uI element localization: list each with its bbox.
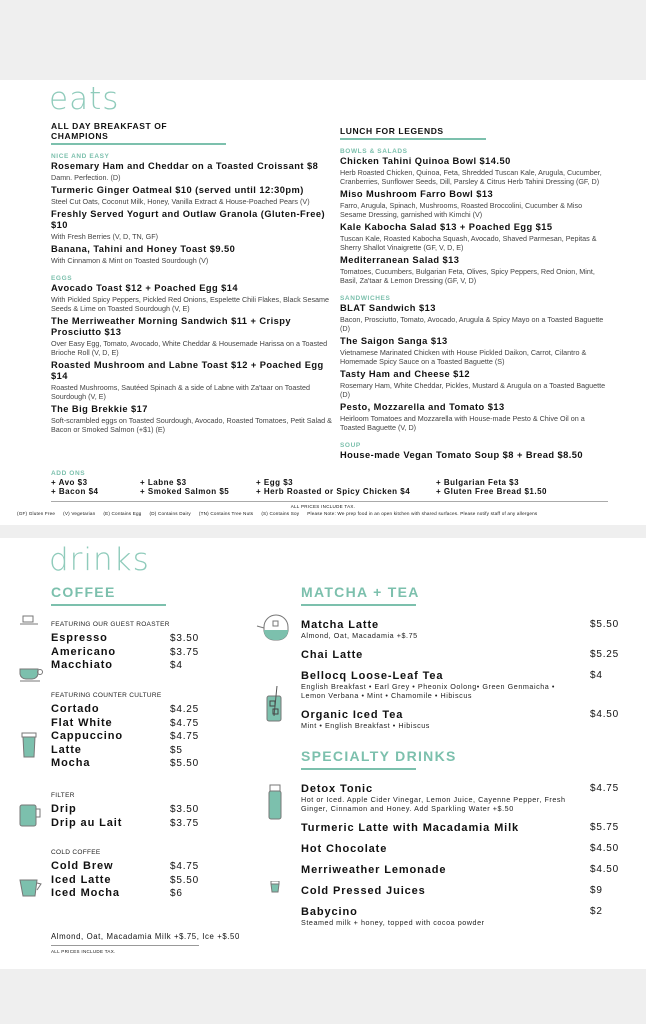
legend-item: (GF) Gluten Free: [17, 511, 56, 516]
drink-row: [51, 874, 251, 888]
legend-item: (E) Contains Egg: [103, 511, 142, 516]
item-name: Chicken Tahini Quinoa Bowl $14.50: [340, 156, 511, 166]
drink-price: $5.50: [590, 619, 620, 630]
group-label: COLD COFFEE: [51, 849, 101, 856]
item-description: Damn. Perfection. (D): [51, 173, 121, 182]
drink-price: $3.50: [170, 804, 200, 815]
breakfast-column: [51, 121, 336, 461]
drink-name: Babycino: [301, 906, 358, 918]
drink-item: [301, 619, 623, 640]
drinks-tax-note: ALL PRICES INCLUDE TAX.: [51, 949, 116, 954]
add-on-column: [256, 478, 410, 496]
drink-row: [51, 703, 251, 717]
menu-item: [340, 402, 610, 432]
legend-item: (V) Vegetarian: [63, 511, 96, 516]
drink-item: [301, 864, 623, 876]
item-name: Pesto, Mozzarella and Tomato $13: [340, 402, 505, 412]
drink-row: [51, 730, 251, 744]
item-name: The Merriweather Morning Sandwich $11 + Crispy Prosciutto $13: [51, 316, 292, 337]
legend-item: (D) Contains Dairy: [149, 511, 191, 516]
drink-item: [301, 906, 623, 927]
add-on-item: + Smoked Salmon $5: [140, 487, 230, 496]
milk-note: Almond, Oat, Macadamia Milk +$.75, Ice +$.50: [51, 932, 240, 941]
item-name: Miso Mushroom Farro Bowl $13: [340, 189, 494, 199]
item-name: Tasty Ham and Cheese $12: [340, 369, 470, 379]
drink-item: [301, 783, 623, 813]
drink-description: Mint • English Breakfast • Hibiscus: [301, 721, 430, 730]
tea-heading: MATCHA + TEA: [301, 584, 416, 606]
item-description: Roasted Mushrooms, Sautéed Spinach & a side of Labne with Za'taar on Toasted Sourdough (V, E): [51, 383, 310, 401]
item-description: Herb Roasted Chicken, Quinoa, Feta, Shredded Tuscan Kale, Arugula, Cucumber, Cranberries, Sunflower Seeds, Dill, Parsley & Citrus Herb Tahini Dressing (GF, D): [340, 168, 602, 186]
item-name: Mediterranean Salad $13: [340, 255, 460, 265]
drink-name: Cortado: [51, 703, 100, 715]
drink-price: $3.75: [170, 817, 200, 829]
drink-price: $4.75: [170, 717, 200, 729]
menu-item: [51, 185, 336, 206]
drink-price: $4.25: [170, 704, 200, 715]
allergen-legend: [17, 511, 646, 517]
drink-row: [51, 659, 251, 673]
add-on-item: + Herb Roasted or Spicy Chicken $4: [256, 487, 411, 496]
group-label: FEATURING COUNTER CULTURE: [51, 692, 162, 699]
drink-name: Iced Latte: [51, 873, 112, 886]
add-on-column: [140, 478, 229, 496]
add-on-column: [436, 478, 547, 496]
section-label: SOUP: [340, 442, 361, 449]
drink-price: $4.75: [590, 783, 620, 794]
drink-row: [51, 757, 251, 771]
add-on-item: + Bacon $4: [51, 487, 99, 496]
drink-name: Organic Iced Tea: [301, 709, 404, 721]
item-name: The Big Brekkie $17: [51, 404, 148, 414]
drink-item: [301, 709, 623, 730]
tea-list: [301, 619, 623, 730]
drink-price: $4.50: [590, 864, 620, 875]
item-description: With Pickled Spicy Peppers, Pickled Red Onions, Espelette Chili Flakes, Black Sesame Seeds & Lime on Toasted Sourdough (V, E): [51, 295, 330, 313]
section-label: SANDWICHES: [340, 295, 391, 302]
drink-name: Cold Brew: [51, 860, 114, 872]
drink-description: Hot or Iced. Apple Cider Vinegar, Lemon Juice, Cayenne Pepper, Fresh Ginger, Cinnamon and Honey. Add Sparkling Water +$.50: [301, 795, 566, 813]
menu-item: [340, 222, 610, 252]
drink-price: $3.50: [170, 633, 200, 644]
coffee-group: [51, 849, 251, 901]
drink-row: [51, 887, 251, 901]
drink-name: Iced Mocha: [51, 887, 120, 900]
section-label: EGGS: [51, 275, 73, 282]
item-name: Banana, Tahini and Honey Toast $9.50: [51, 244, 236, 254]
drink-price: $9: [590, 885, 603, 896]
takeaway-cup-icon: [21, 732, 37, 758]
drink-description: Steamed milk + honey, topped with cocoa powder: [301, 918, 485, 927]
drink-price: $4.50: [590, 843, 620, 854]
drink-description: English Breakfast • Earl Grey • Pheonix Oolong• Green Genmaicha • Lemon Verbana • Mint • Chamomile • Hibiscus: [301, 682, 555, 700]
drink-name: Cappuccino: [51, 730, 123, 743]
add-on-item: + Gluten Free Bread $1.50: [436, 487, 547, 496]
coffee-group: [51, 692, 251, 771]
drink-price: $4.75: [170, 731, 200, 743]
drink-name: Turmeric Latte with Macadamia Milk: [301, 822, 520, 834]
menu-item: [340, 450, 610, 461]
drink-name: Bellocq Loose-Leaf Tea: [301, 670, 444, 682]
eats-title: eats: [49, 81, 120, 117]
menu-item: [51, 244, 336, 265]
add-ons-label: ADD ONS: [51, 470, 86, 477]
item-name: Avocado Toast $12 + Poached Egg $14: [51, 283, 239, 293]
drink-name: Merriweather Lemonade: [301, 864, 447, 876]
legend-item: Please Note: We prep food in an open kitchen with shared surfaces. Please notify staff of any allergens: [307, 511, 538, 516]
drinks-menu-page: [0, 538, 646, 969]
add-on-item: + Bulgarian Feta $3: [436, 478, 520, 487]
add-on-item: + Egg $3: [256, 478, 294, 487]
item-name: Freshly Served Yogurt and Outlaw Granola (Gluten-Free) $10: [51, 209, 325, 230]
drink-price: $5.75: [590, 822, 620, 833]
drink-name: Matcha Latte: [301, 619, 380, 631]
drink-name: Espresso: [51, 632, 108, 644]
drink-price: $4: [170, 660, 183, 672]
lunch-column: [340, 121, 610, 461]
eats-columns: [0, 121, 646, 461]
drink-name: Macchiato: [51, 659, 113, 672]
item-description: Tomatoes, Cucumbers, Bulgarian Feta, Olives, Spicy Peppers, Red Onion, Mint, Basil, Za'taar & Lemon Dressing (GF, V, D): [340, 267, 595, 285]
section-label: BOWLS & SALADS: [340, 148, 408, 155]
drink-row: [51, 744, 251, 758]
drink-item: [301, 670, 623, 700]
small-cup-icon: [270, 881, 280, 893]
drink-name: Latte: [51, 743, 82, 756]
item-description: Steel Cut Oats, Coconut Milk, Honey, Vanilla Extract & House-Poached Pears (V): [51, 197, 310, 206]
drink-row: [51, 803, 251, 817]
drink-name: Chai Latte: [301, 649, 364, 661]
drink-row: [51, 632, 251, 646]
drink-price: $6: [170, 888, 183, 900]
drink-price: $5.25: [590, 649, 620, 660]
menu-item: [51, 283, 336, 313]
item-name: Kale Kabocha Salad $13 + Poached Egg $15: [340, 222, 553, 232]
menu-item: [340, 189, 610, 219]
menu-item: [51, 161, 336, 182]
espresso-cup-icon: [19, 614, 39, 626]
drink-item: [301, 885, 623, 897]
drink-name: Flat White: [51, 716, 113, 729]
item-description: Soft-scrambled eggs on Toasted Sourdough, Avocado, Roasted Tomatoes, Petit Salad & Bacon or Smoked Salmon (+$1) (E): [51, 416, 332, 434]
menu-item: [51, 404, 336, 434]
drink-price: $3.75: [170, 646, 200, 658]
group-label: FEATURING OUR GUEST ROASTER: [51, 621, 170, 628]
eats-menu-page: [0, 80, 646, 525]
specialty-list: [301, 783, 623, 927]
tea-specialty-column: [301, 584, 623, 936]
item-description: Farro, Arugula, Spinach, Mushrooms, Roasted Broccolini, Cucumber & Miso Sesame Dressing, garnished with Kimchi (V): [340, 201, 583, 219]
drink-item: [301, 649, 623, 661]
drink-name: Detox Tonic: [301, 783, 374, 795]
bottle-icon: [268, 784, 282, 820]
item-name: House-made Vegan Tomato Soup $8 + Bread $8.50: [340, 450, 584, 460]
drink-name: Drip: [51, 803, 77, 815]
drink-row: [51, 717, 251, 731]
drink-name: Cold Pressed Juices: [301, 885, 426, 897]
item-description: With Cinnamon & Mint on Toasted Sourdough (V): [51, 256, 209, 265]
menu-item: [340, 255, 610, 285]
drink-price: $5: [170, 744, 183, 756]
item-name: Turmeric Ginger Oatmeal $10 (served until 12:30pm): [51, 185, 304, 195]
item-description: Rosemary Ham, White Cheddar, Pickles, Mustard & Arugula on a Toasted Baguette (D): [340, 381, 606, 399]
divider: [51, 501, 608, 502]
mug-icon: [19, 803, 43, 827]
add-on-item: + Labne $3: [140, 478, 187, 487]
specialty-heading: SPECIALTY DRINKS: [301, 748, 416, 770]
drink-price: $5.50: [170, 758, 200, 770]
tax-note: ALL PRICES INCLUDE TAX.: [290, 504, 356, 509]
group-label: FILTER: [51, 792, 75, 799]
menu-item: [51, 360, 336, 401]
legend-item: (S) Contains Soy: [261, 511, 300, 516]
legend-item: (TN) Contains Tree Nuts: [198, 511, 254, 516]
coffee-group: [51, 792, 251, 830]
section-label: NICE AND EASY: [51, 153, 110, 160]
menu-item: [340, 156, 610, 186]
item-name: Roasted Mushroom and Labne Toast $12 + Poached Egg $14: [51, 360, 324, 381]
divider: [51, 945, 199, 946]
item-description: Bacon, Prosciutto, Tomato, Avocado, Arugula & Spicy Mayo on a Toasted Baguette (D): [340, 315, 604, 333]
drink-item: [301, 843, 623, 855]
menu-item: [340, 369, 610, 399]
item-description: With Fresh Berries (V, D, TN, GF): [51, 232, 159, 241]
teacup-icon: [18, 666, 44, 682]
menu-item: [51, 209, 336, 241]
menu-item: [340, 303, 610, 333]
drink-price: $5.50: [170, 874, 200, 886]
drink-name: Mocha: [51, 757, 91, 770]
add-on-column: [51, 478, 98, 496]
drink-name: Americano: [51, 645, 116, 658]
drink-price: $2: [590, 906, 603, 917]
drink-price: $4.75: [170, 861, 200, 872]
drink-item: [301, 822, 623, 834]
lunch-heading: LUNCH FOR LEGENDS: [340, 126, 486, 140]
item-description: Heirloom Tomatoes and Mozzarella with House-made Pesto & Chive Oil on a Toasted Baguette (V, D): [340, 414, 585, 432]
teapot-icon: [256, 613, 292, 641]
drink-row: [51, 817, 251, 831]
coffee-heading: COFFEE: [51, 584, 166, 606]
item-description: Tuscan Kale, Roasted Kabocha Squash, Avocado, Shaved Parmesan, Pepitas & Sherry Shallot Vinaigrette (GF, V, D, E): [340, 234, 597, 252]
item-description: Over Easy Egg, Tomato, Avocado, White Cheddar & Housemade Harissa on a Toasted Brioche Roll (V, D, E): [51, 339, 328, 357]
drink-name: Drip au Lait: [51, 816, 123, 829]
item-name: The Saigon Sanga $13: [340, 336, 448, 346]
menu-item: [340, 336, 610, 366]
cup-icon: [19, 878, 43, 898]
add-on-item: + Avo $3: [51, 478, 88, 487]
item-name: Rosemary Ham and Cheddar on a Toasted Croissant $8: [51, 161, 319, 171]
breakfast-heading: ALL DAY BREAKFAST OF CHAMPIONS: [51, 121, 226, 145]
drink-price: $4: [590, 670, 603, 681]
drink-row: [51, 860, 251, 874]
add-ons: [51, 469, 646, 497]
drinks-title: drinks: [49, 542, 150, 578]
item-name: BLAT Sandwich $13: [340, 303, 436, 313]
iced-drink-icon: [265, 686, 283, 722]
item-description: Vietnamese Marinated Chicken with House Pickled Daikon, Carrot, Cilantro & Homemade Spicy Sauce on a Toasted Baguette (S): [340, 348, 587, 366]
coffee-group: [51, 621, 251, 673]
drink-price: $4.50: [590, 709, 620, 720]
menu-item: [51, 316, 336, 357]
drink-row: [51, 646, 251, 660]
drink-name: Hot Chocolate: [301, 843, 388, 855]
drink-description: Almond, Oat, Macadamia +$.75: [301, 631, 418, 640]
